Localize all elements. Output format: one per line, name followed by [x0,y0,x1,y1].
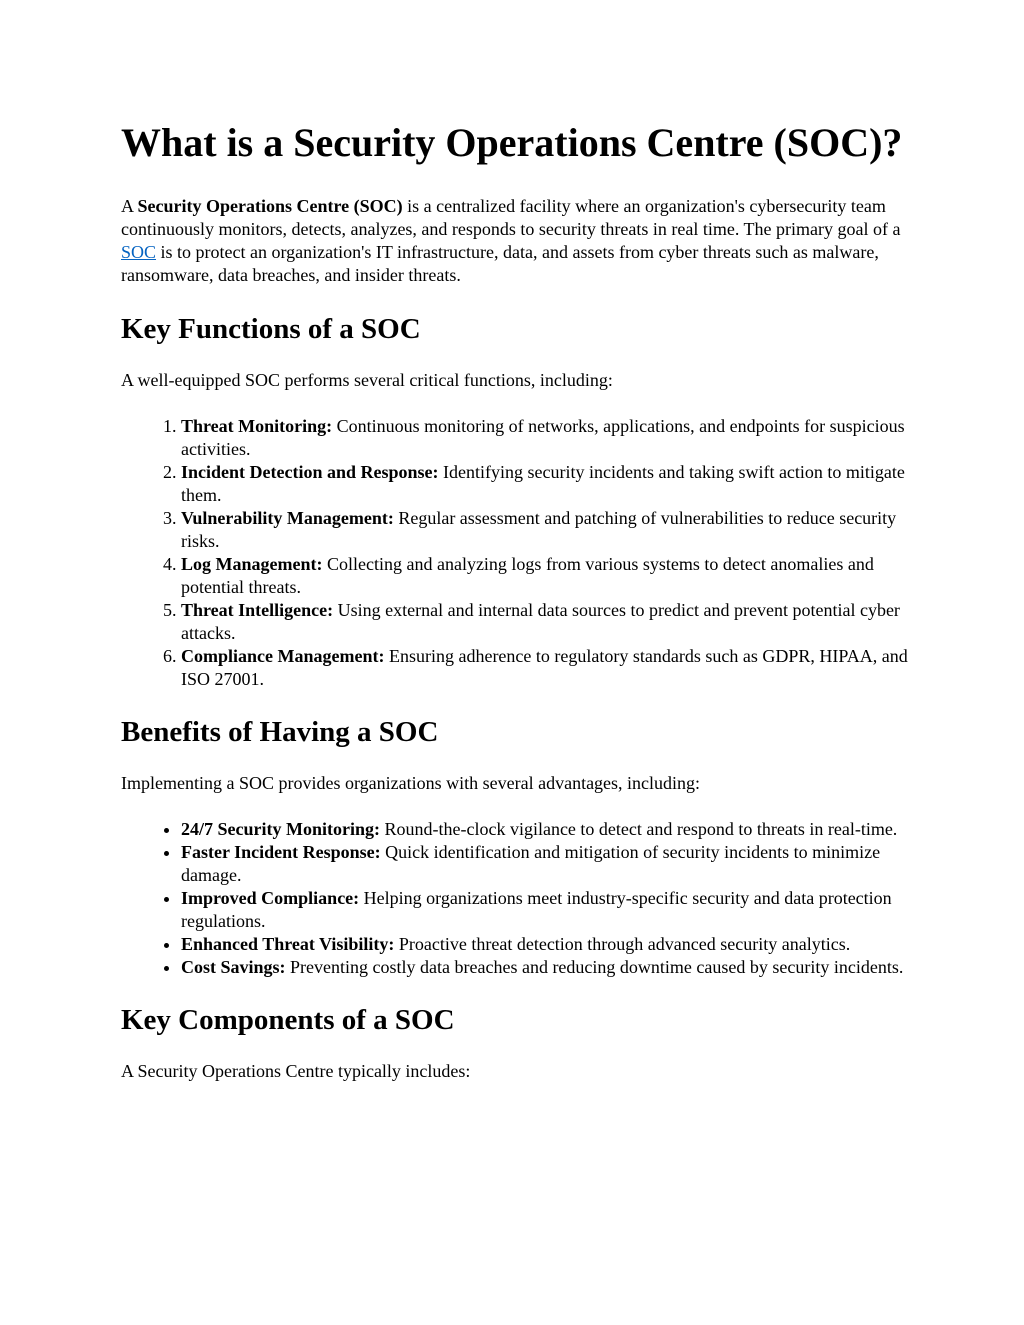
list-item [181,507,911,553]
intro-bold-term: Security Operations Centre (SOC) [137,196,403,216]
components-lead: A Security Operations Centre typically includes: [121,1061,471,1081]
list-item-text: Quick identification and mitigation of security incidents to minimize damage. [181,842,881,885]
list-item-text: Ensuring adherence to regulatory standards such as GDPR, HIPAA, and ISO 27001. [181,646,908,689]
list-item [181,841,911,887]
list-item-title: Improved Compliance: [181,888,360,908]
list-item [181,887,911,933]
benefits-lead: Implementing a SOC provides organizations with several advantages, including: [121,773,701,793]
list-item [181,415,911,461]
functions-list [121,415,911,691]
intro-middle: is a centralized facility where an organization's cybersecurity team continuously monitors, detects, analyzes, and responds to security threats in real time. The primary goal of a [121,196,901,239]
list-item [181,645,911,691]
list-item-title: Threat Intelligence: [181,600,334,620]
section-heading-benefits: Benefits of Having a SOC [121,716,439,748]
intro-prefix: A [121,196,138,216]
list-item-title: Compliance Management: [181,646,385,666]
functions-lead: A well-equipped SOC performs several critical functions, including: [121,370,613,390]
intro-paragraph [121,195,911,287]
list-item-title: Log Management: [181,554,323,574]
list-item [181,461,911,507]
page-title: What is a Security Operations Centre (SOC)? [121,120,903,165]
list-item-text: Round-the-clock vigilance to detect and respond to threats in real-time. [379,819,898,839]
list-item-title: Faster Incident Response: [181,842,381,862]
list-item-title: Enhanced Threat Visibility: [181,934,395,954]
list-item-text: Using external and internal data sources to predict and prevent potential cyber attacks. [181,600,900,643]
list-item-title: 24/7 Security Monitoring: [181,819,380,839]
list-item-text: Proactive threat detection through advanced security analytics. [394,934,851,954]
list-item [181,933,911,956]
section-heading-components: Key Components of a SOC [121,1004,455,1036]
list-item-text: Regular assessment and patching of vulnerabilities to reduce security risks. [181,508,897,551]
list-item-title: Incident Detection and Response: [181,462,439,482]
list-item-title: Threat Monitoring: [181,416,333,436]
list-item [181,818,911,841]
list-item [181,553,911,599]
list-item-text: Preventing costly data breaches and reducing downtime caused by security incidents. [285,957,904,977]
intro-suffix: is to protect an organization's IT infrastructure, data, and assets from cyber threats such as malware, ransomware, data breaches, and insider threats. [121,242,879,285]
document-content [121,121,911,1083]
benefits-list [121,818,911,979]
list-item [181,599,911,645]
list-item-text: Collecting and analyzing logs from various systems to detect anomalies and potential threats. [181,554,874,597]
list-item-title: Vulnerability Management: [181,508,394,528]
list-item [181,956,911,979]
list-item-text: Identifying security incidents and taking swift action to mitigate them. [181,462,905,505]
list-item-title: Cost Savings: [181,957,286,977]
list-item-text: Helping organizations meet industry-specific security and data protection regulations. [181,888,892,931]
section-heading-functions: Key Functions of a SOC [121,313,421,345]
soc-link[interactable]: SOC [121,242,157,262]
list-item-text: Continuous monitoring of networks, applications, and endpoints for suspicious activities. [181,416,905,459]
